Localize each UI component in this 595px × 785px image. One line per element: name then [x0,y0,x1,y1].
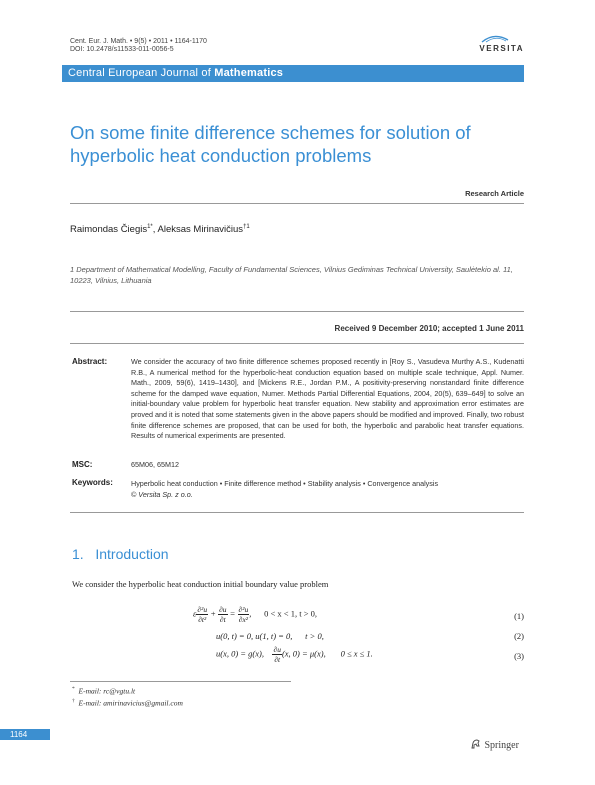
equation-3-number: (3) [514,651,524,661]
article-type: Research Article [465,189,524,198]
author-1-marks: 1* [147,224,153,230]
footnote-1-mark: * [72,686,75,692]
journal-reference: Cent. Eur. J. Math. • 9(5) • 2011 • 1164-1170 [70,38,207,45]
doi: DOI: 10.2478/s11533-011-0056-5 [70,46,174,53]
equation-3-condition: 0 ≤ x ≤ 1. [340,648,373,659]
equation-1-number: (1) [514,611,524,621]
keywords-label: Keywords: [72,478,113,487]
springer-logo [470,738,519,751]
equation-1: ε $\frac{\text{∂²u}}{\text{∂t²}}$ + $\frac{\partial u}{\partial t}$ = $\frac{\text{∂²u}}{\text{∂x²}}$ , 0 < x < 1, t > 0, [193,605,318,624]
section-number: 1. [72,546,84,562]
versita-mark-icon [464,30,524,44]
divider [70,203,524,204]
msc-codes: 65M06, 65M12 [131,460,179,469]
divider [70,343,524,344]
equation-1-condition: 0 < x < 1, t > 0, [264,608,318,619]
equation-2-boundary: u(0, t) = 0, u(1, t) = 0, [216,631,293,641]
equation-3-derivative: (x, 0) = μ(x), [281,648,326,659]
keywords [131,478,438,500]
section-heading [72,546,169,562]
divider [70,311,524,312]
footnote-2-mark: † [72,698,75,704]
author-2-marks: †1 [243,224,250,230]
author-2: Aleksas Mirinavičius [157,224,244,236]
keywords-text: Hyperbolic heat conduction • Finite difference method • Stability analysis • Convergence analysis [131,479,439,488]
authors: Raimondas Čiegis$^{1*}$, Aleksas Mirinavičius$^{\dagger 1}$ [70,224,250,236]
journal-banner-prefix: Central European Journal of [68,67,215,79]
footnote-1 [72,686,135,696]
footnote-2 [72,698,183,708]
equation-3-initial: u(x, 0) = g(x), [216,648,264,659]
copyright: © Versita Sp. z o.o. [131,490,193,499]
body-paragraph: We consider the hyperbolic heat conduction initial boundary value problem [72,579,329,589]
abstract-text: We consider the accuracy of two finite difference schemes proposed recently in [Roy S., Vasudeva Murthy A.S., Kudenatti R.B., A numerical method for the hyperbolic-heat conduction equation based on multiple scale technique, Appl. Numer. Math., 2009, 59(6), 1419–1430], and [Mickens R.E., Jordan P.M., A positivity-preserving nonstandard finite difference scheme for the damped wave equation, Numer. Methods Partial Differential Equations, 2004, 20(5), 639–649] to solve an initial-boundary value problem for hyperbolic heat transfer equation. New stability and approximation error estimates are proved and it is noted that some statements given in the above papers should be modified and improved. Finally, two robust finite difference schemes are proposed, that can be used for both, the hyperbolic and parabolic heat transfer equations. Results of numerical experiments are presented. [131,357,525,441]
paper-title: On some finite difference schemes for solution of hyperbolic heat conduction problems [70,122,471,166]
affiliation: 1 Department of Mathematical Modelling, Faculty of Fundamental Sciences, Vilnius Gediminas Technical University, Saulėtekio al. 11, 10223, Vilnius, Lithuania [70,265,513,285]
footnote-rule [70,681,291,682]
versita-logo-text: VERSITA [479,44,524,53]
equation-2 [216,631,324,641]
springer-logo-text: Springer [484,740,519,751]
versita-logo [424,30,524,53]
section-title: Introduction [95,546,169,562]
divider [70,512,524,513]
journal-banner [62,65,524,82]
springer-horse-icon [470,738,482,750]
footnote-2-email: E-mail: amirinavicius@gmail.com [78,698,183,708]
equation-2-number: (2) [514,631,524,641]
received-dates: Received 9 December 2010; accepted 1 June 2011 [334,324,524,333]
footnote-1-email: E-mail: rc@vgtu.lt [78,686,136,696]
page-number: 1164 [0,729,50,740]
journal-banner-subject: Mathematics [214,67,284,79]
equation-2-condition: t > 0, [305,631,324,641]
msc-label: MSC: [72,460,93,469]
equation-3: u(x, 0) = g(x), $\frac{\partial u}{\partial t}$ (x, 0) = μ(x), 0 ≤ x ≤ 1. [216,645,373,664]
author-1: Raimondas Čiegis [70,224,148,236]
abstract-label: Abstract: [72,357,108,366]
